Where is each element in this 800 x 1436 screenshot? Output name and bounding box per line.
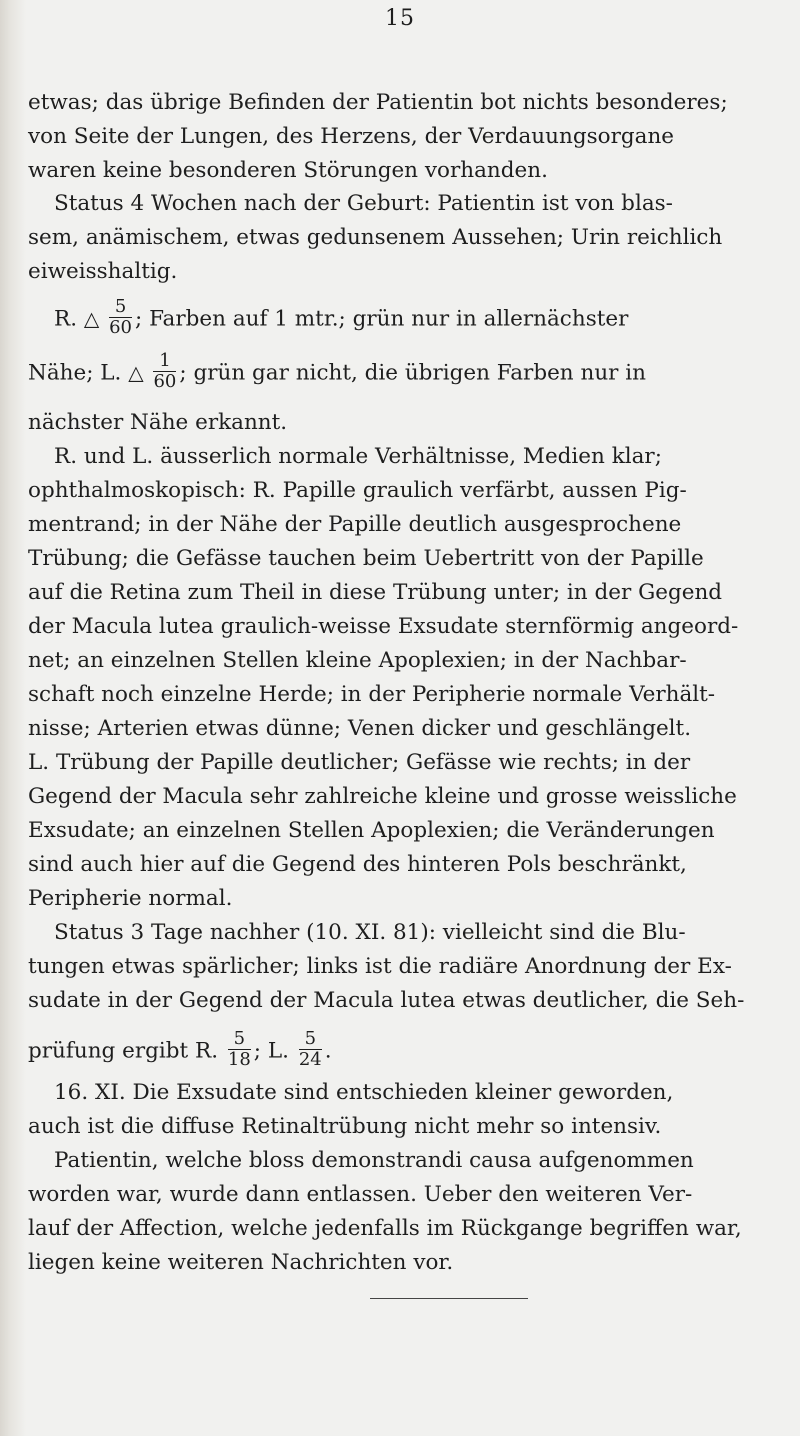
text-line: Gegend der Macula sehr zahlreiche kleine und grosse weissliche [28, 784, 737, 809]
visus-fraction [153, 352, 176, 391]
fraction-denominator: 24 [298, 1049, 322, 1070]
visus-suffix: ; Farben auf 1 mtr.; grün nur in allernächster [135, 306, 629, 332]
text-line: Exsudate; an einzelnen Stellen Apoplexien; die Veränderungen [28, 818, 715, 843]
text-line: sem, anämischem, etwas gedunsenem Aussehen; Urin reichlich [28, 225, 723, 250]
text-line: Status 3 Tage nachher (10. XI. 81): vielleicht sind die Blu- [54, 920, 686, 945]
visus-prefix: R. [54, 306, 78, 332]
text-line: lauf der Affection, welche jedenfalls im Rückgange begriffen war, [28, 1216, 742, 1241]
text-line: R. und L. äusserlich normale Verhältnisse, Medien klar; [54, 444, 662, 469]
fraction-denominator: 60 [153, 371, 177, 392]
visus-suffix: . [324, 1038, 332, 1064]
fraction-denominator: 18 [227, 1049, 251, 1070]
text-line: nisse; Arterien etwas dünne; Venen dicker und geschlängelt. [28, 716, 692, 741]
visus-fraction [109, 298, 132, 337]
text-line: eiweisshaltig. [28, 259, 178, 284]
visual-acuity-line-both [28, 1028, 332, 1071]
text-line: ophthalmoskopisch: R. Papille graulich verfärbt, aussen Pig- [28, 478, 687, 503]
visual-acuity-line-right [54, 296, 629, 339]
visus-fraction-right [228, 1030, 251, 1069]
page-gutter-shadow [0, 0, 26, 1436]
text-line: schaft noch einzelne Herde; in der Peripherie normale Verhält- [28, 682, 716, 707]
section-end-rule [370, 1298, 528, 1299]
text-line: von Seite der Lungen, des Herzens, der Verdauungsorgane [28, 124, 675, 149]
fraction-denominator: 60 [109, 317, 133, 338]
text-line: der Macula lutea graulich-weisse Exsudate sternförmig angeord- [28, 614, 739, 639]
text-line: 16. XI. Die Exsudate sind entschieden kleiner geworden, [54, 1080, 674, 1105]
text-line: sind auch hier auf die Gegend des hinteren Pols beschränkt, [28, 852, 687, 877]
text-line: worden war, wurde dann entlassen. Ueber den weiteren Ver- [28, 1182, 693, 1207]
text-line: net; an einzelnen Stellen kleine Apoplexien; in der Nachbar- [28, 648, 687, 673]
text-line: Peripherie normal. [28, 886, 233, 911]
text-line: Trübung; die Gefässe tauchen beim Uebertritt von der Papille [28, 546, 704, 571]
text-line: sudate in der Gegend der Macula lutea etwas deutlicher, die Seh- [28, 988, 745, 1013]
text-line: mentrand; in der Nähe der Papille deutlich ausgesprochene [28, 512, 682, 537]
text-line: etwas; das übrige Befinden der Patientin bot nichts besonderes; [28, 90, 728, 115]
text-line: Status 4 Wochen nach der Geburt: Patientin ist von blas- [54, 191, 673, 216]
visus-fraction-left [299, 1030, 322, 1069]
text-line: liegen keine weiteren Nachrichten vor. [28, 1250, 454, 1275]
visus-suffix: ; grün gar nicht, die übrigen Farben nur in [179, 360, 647, 386]
visual-acuity-line-left [28, 350, 647, 393]
delta-symbol: △ [128, 360, 144, 385]
fraction-numerator: 5 [299, 1030, 322, 1050]
delta-symbol: △ [83, 306, 100, 331]
text-line: auf die Retina zum Theil in diese Trübung unter; in der Gegend [28, 580, 723, 605]
text-line: L. Trübung der Papille deutlicher; Gefässe wie rechts; in der [28, 750, 691, 775]
page-number: 15 [385, 6, 415, 31]
fraction-numerator: 1 [153, 352, 176, 372]
fraction-numerator: 5 [228, 1030, 251, 1050]
text-line: waren keine besonderen Störungen vorhanden. [28, 158, 548, 183]
visus-prefix: prüfung ergibt R. [28, 1038, 219, 1064]
visus-middle: ; L. [253, 1038, 289, 1064]
text-line: auch ist die diffuse Retinaltrübung nicht mehr so intensiv. [28, 1114, 662, 1139]
fraction-numerator: 5 [109, 298, 132, 318]
text-line: nächster Nähe erkannt. [28, 410, 288, 435]
text-line: Patientin, welche bloss demonstrandi causa aufgenommen [54, 1148, 694, 1173]
visus-prefix: Nähe; L. [28, 360, 122, 386]
text-line: tungen etwas spärlicher; links ist die radiäre Anordnung der Ex- [28, 954, 732, 979]
